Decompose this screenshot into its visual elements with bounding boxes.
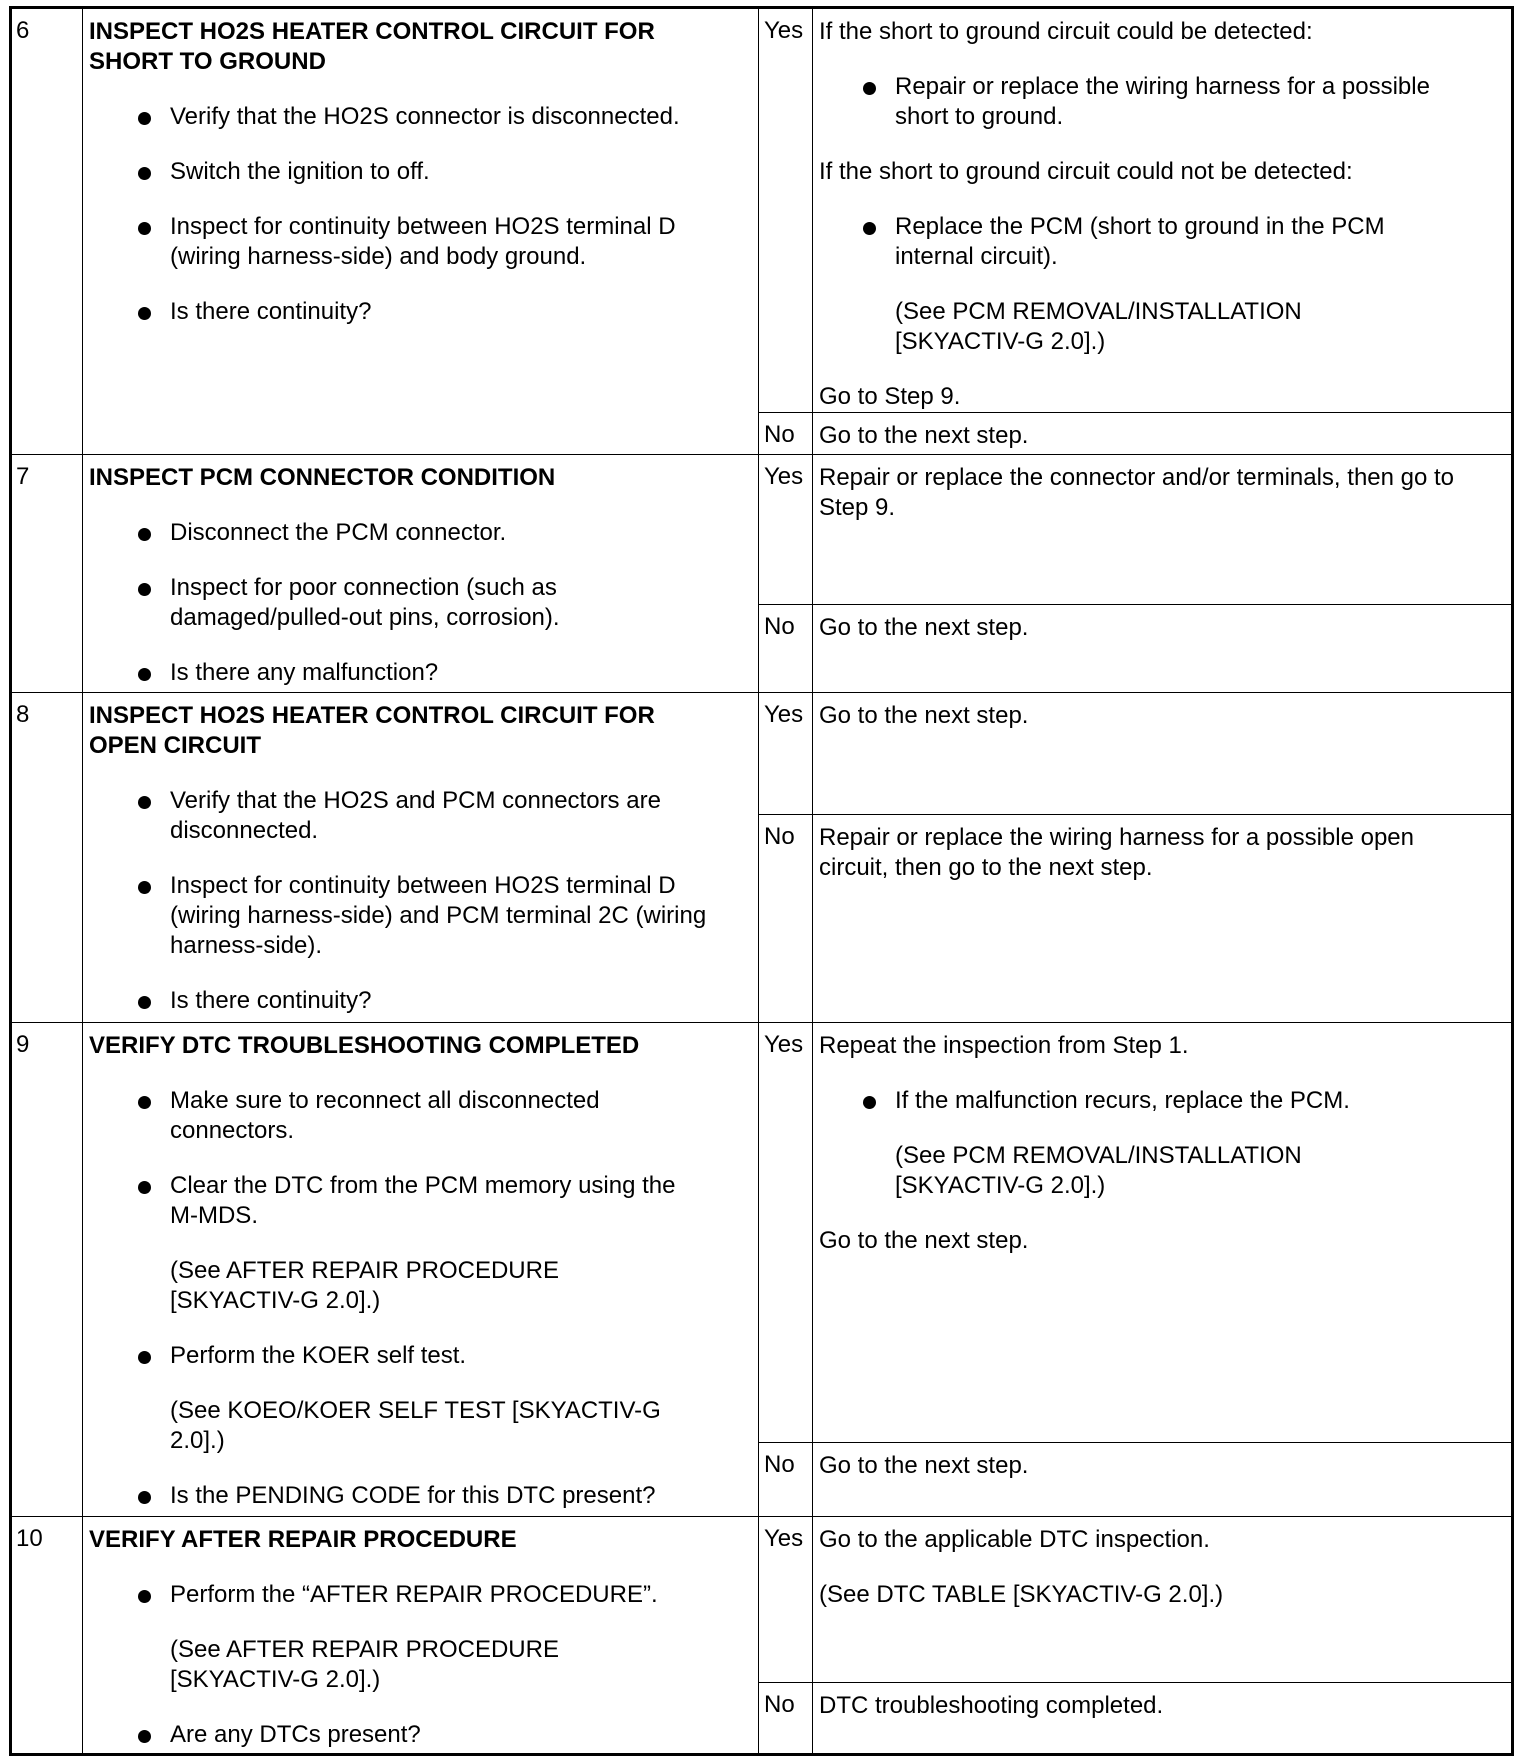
reference-note: (See AFTER REPAIR PROCEDURE [SKYACTIV-G 2.0].) <box>170 1636 559 1693</box>
action-bullet: Repair or replace the wiring harness for a possible short to ground. <box>819 72 1501 132</box>
step-number: 9 <box>11 1023 83 1517</box>
inspection-bullet: Perform the “AFTER REPAIR PROCEDURE”. <box>89 1580 748 1610</box>
inspection-bullet: Make sure to reconnect all disconnected connectors. <box>89 1086 748 1146</box>
action-bullet: Replace the PCM (short to ground in the PCM internal circuit). <box>819 212 1501 272</box>
reference-note: (See PCM REMOVAL/INSTALLATION [SKYACTIV-G 2.0].) <box>895 298 1302 355</box>
step-number: 7 <box>11 455 83 693</box>
reference-note: (See KOEO/KOER SELF TEST [SKYACTIV-G 2.0].) <box>170 1397 661 1454</box>
reference-note: (See PCM REMOVAL/INSTALLATION [SKYACTIV-G 2.0].) <box>895 1142 1302 1199</box>
inspection-bullet: Is the PENDING CODE for this DTC present? <box>89 1481 748 1511</box>
yes-label: Yes <box>759 693 813 815</box>
action-bullet: If the malfunction recurs, replace the PCM. <box>819 1086 1501 1116</box>
yes-label: Yes <box>759 455 813 605</box>
inspection-bullet: Switch the ignition to off. <box>89 157 748 187</box>
no-action-cell: Go to the next step. <box>813 413 1513 455</box>
yes-label: Yes <box>759 1517 813 1683</box>
inspection-cell <box>83 455 759 693</box>
no-action-cell: DTC troubleshooting completed. <box>813 1683 1513 1755</box>
inspection-bullet: Perform the KOER self test. <box>89 1341 748 1371</box>
step-title: INSPECT HO2S HEATER CONTROL CIRCUIT FOR OPEN CIRCUIT <box>89 702 655 759</box>
no-label: No <box>759 1443 813 1517</box>
inspection-bullet: Is there any malfunction? <box>89 658 748 688</box>
inspection-bullet: Inspect for poor connection (such as damaged/pulled-out pins, corrosion). <box>89 573 748 633</box>
no-action-cell: Go to the next step. <box>813 605 1513 693</box>
inspection-cell <box>83 693 759 1023</box>
no-action-cell: Repair or replace the wiring harness for a possible open circuit, then go to the next step. <box>813 815 1513 1023</box>
yes-action-cell: Repair or replace the connector and/or terminals, then go to Step 9. <box>813 455 1513 605</box>
inspection-cell <box>83 1023 759 1517</box>
yes-action-cell: Go to the applicable DTC inspection. (See DTC TABLE [SKYACTIV-G 2.0].) <box>813 1517 1513 1683</box>
step-title: VERIFY DTC TROUBLESHOOTING COMPLETED <box>89 1032 640 1059</box>
step-number: 6 <box>11 8 83 455</box>
yes-action-cell: Repeat the inspection from Step 1. If the malfunction recurs, replace the PCM. (See PCM REMOVAL/INSTALLATION [SKYACTIV-G 2.0].) Go to the next step. <box>813 1023 1513 1443</box>
no-label: No <box>759 1683 813 1755</box>
step-title: INSPECT PCM CONNECTOR CONDITION <box>89 464 556 491</box>
inspection-bullet: Clear the DTC from the PCM memory using the M-MDS. <box>89 1171 748 1231</box>
no-action-cell: Go to the next step. <box>813 1443 1513 1517</box>
inspection-bullet: Is there continuity? <box>89 297 748 327</box>
yes-label: Yes <box>759 8 813 413</box>
no-label: No <box>759 605 813 693</box>
inspection-bullet: Inspect for continuity between HO2S terminal D (wiring harness-side) and PCM terminal 2C (wiring harness-side). <box>89 871 748 961</box>
inspection-bullet: Verify that the HO2S and PCM connectors are disconnected. <box>89 786 748 846</box>
no-label: No <box>759 815 813 1023</box>
step-title: VERIFY AFTER REPAIR PROCEDURE <box>89 1526 517 1553</box>
inspection-bullet: Verify that the HO2S connector is disconnected. <box>89 102 748 132</box>
step-number: 8 <box>11 693 83 1023</box>
troubleshooting-table <box>9 6 1514 1756</box>
reference-note: (See AFTER REPAIR PROCEDURE [SKYACTIV-G 2.0].) <box>170 1257 559 1314</box>
inspection-bullet: Are any DTCs present? <box>89 1720 748 1750</box>
inspection-bullet: Inspect for continuity between HO2S terminal D (wiring harness-side) and body ground. <box>89 212 748 272</box>
yes-label: Yes <box>759 1023 813 1443</box>
step-title: INSPECT HO2S HEATER CONTROL CIRCUIT FOR SHORT TO GROUND <box>89 18 655 75</box>
step-number: 10 <box>11 1517 83 1755</box>
inspection-cell <box>83 1517 759 1755</box>
yes-action-cell: Go to the next step. <box>813 693 1513 815</box>
inspection-cell <box>83 8 759 455</box>
no-label: No <box>759 413 813 455</box>
inspection-bullet: Disconnect the PCM connector. <box>89 518 748 548</box>
yes-action-cell: If the short to ground circuit could be detected: Repair or replace the wiring harness for a possible short to ground. If the short to ground circuit could not be detected: Replace the PCM (short to ground in the PCM internal circuit). (See PCM REMOVAL/INSTALLATION [SKYACTIV-G 2.0].) Go to Step 9. <box>813 8 1513 413</box>
inspection-bullet: Is there continuity? <box>89 986 748 1016</box>
